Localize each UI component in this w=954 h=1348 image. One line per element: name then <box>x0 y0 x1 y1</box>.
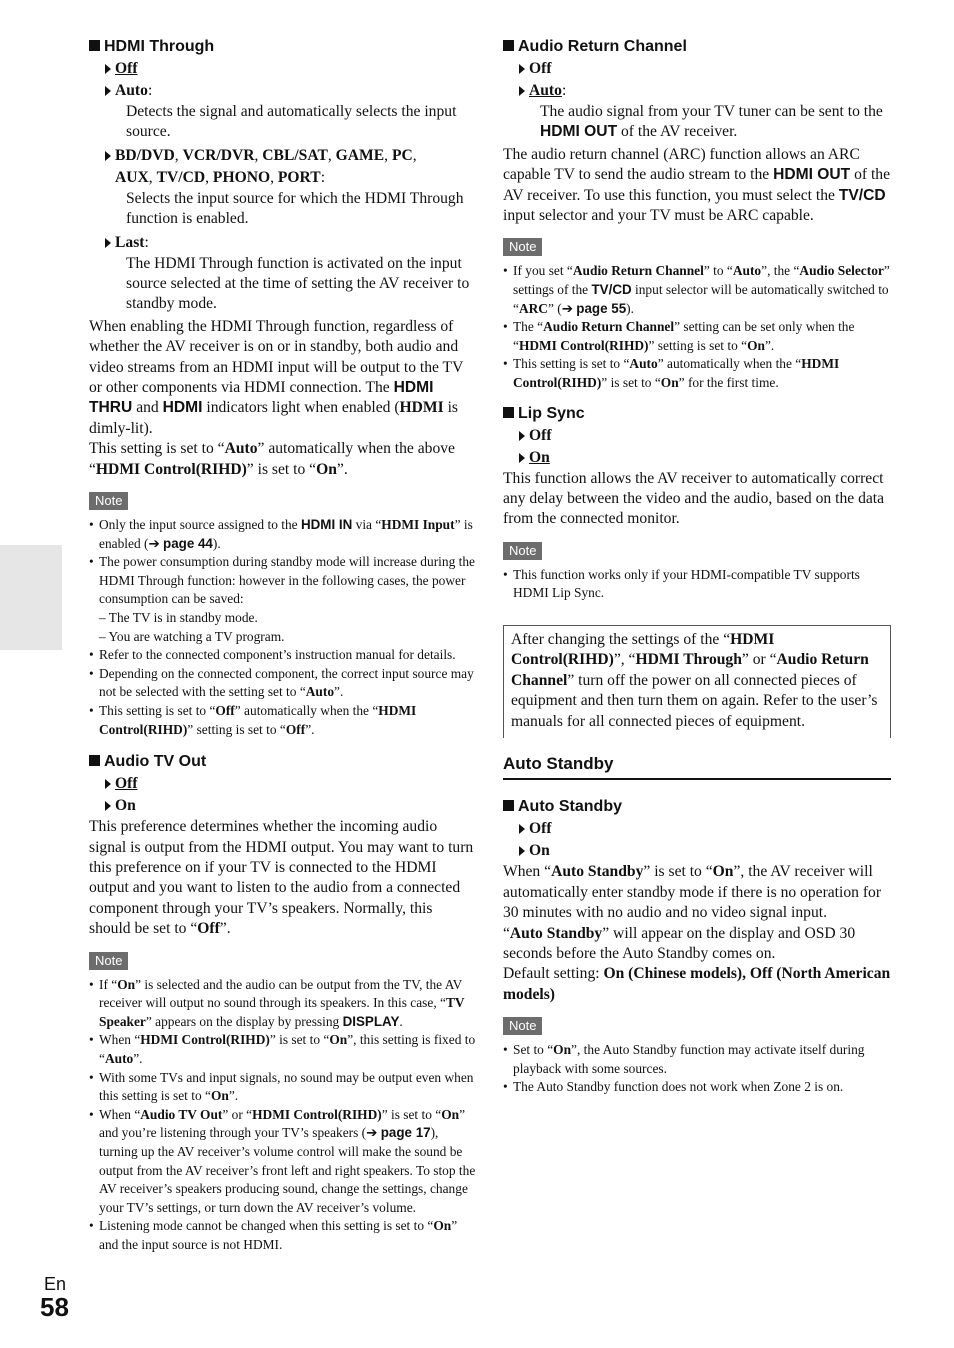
section-audio-tv-out-title: Audio TV Out <box>89 751 477 773</box>
arc-notes <box>503 262 891 392</box>
note-badge: Note <box>503 542 542 560</box>
option-off: Off <box>105 58 477 80</box>
option-on: On <box>519 840 891 862</box>
option-on: On <box>105 795 477 817</box>
note-item: • If you set “Audio Return Channel” to “Auto”, the “Audio Selector” settings of the TV/CD input selector will be automatically switched to “ARC” (➔ page 55). <box>503 262 891 318</box>
section-lip-sync-title: Lip Sync <box>503 403 891 425</box>
note-item: • Depending on the connected component, the correct input source may not be selected with the setting set to “Auto”. <box>89 665 477 702</box>
option-auto: Auto: <box>519 80 891 102</box>
note-item: • This function works only if your HDMI-compatible TV supports HDMI Lip Sync. <box>503 566 891 603</box>
triangle-bullet-icon <box>105 779 111 789</box>
option-off: Off <box>519 818 891 840</box>
option-off: Off <box>519 425 891 447</box>
square-bullet-icon <box>503 800 514 811</box>
hdmi-through-notes <box>89 516 477 739</box>
last-description: The HDMI Through function is activated on the input source selected at the time of setting the AV receiver to standby mode. <box>126 254 470 313</box>
note-item: • When “HDMI Control(RIHD)” is set to “On”, this setting is fixed to “Auto”. <box>89 1031 477 1068</box>
page-language: En <box>44 1274 67 1294</box>
arc-auto-description: The audio signal from your TV tuner can be sent to the HDMI OUT of the AV receiver. <box>540 103 883 141</box>
triangle-bullet-icon <box>519 86 525 96</box>
triangle-bullet-icon <box>519 846 525 856</box>
auto-standby-notes <box>503 1041 891 1097</box>
option-on: On <box>519 447 891 469</box>
section-hdmi-through-title: HDMI Through <box>89 36 477 58</box>
auto-description: Detects the signal and automatically selects the input source. <box>126 103 457 141</box>
triangle-bullet-icon <box>519 824 525 834</box>
note-item: • Only the input source assigned to the HDMI IN via “HDMI Input” is enabled (➔ page 44). <box>89 516 477 553</box>
triangle-bullet-icon <box>105 64 111 74</box>
note-item: • Refer to the connected component’s instruction manual for details. <box>89 646 477 665</box>
sources-description: Selects the input source for which the HDMI Through function is enabled. <box>126 189 464 228</box>
note-item: • If “On” is selected and the audio can be output from the TV, the AV receiver will output no sound through its speakers. In this case, “TV Speaker” appears on the display by pressing DISPLAY. <box>89 976 477 1032</box>
section-auto-standby-title: Auto Standby <box>503 796 891 818</box>
audio-tv-out-notes <box>89 976 477 1255</box>
note-item: • Listening mode cannot be changed when this setting is set to “On” and the input source is not HDMI. <box>89 1217 477 1254</box>
audio-tv-out-paragraph: This preference determines whether the incoming audio signal is output from the HDMI output. You may want to turn this preference on if your TV is connected to the HDMI output and you want to listen to the audio from a connected component through your TV’s speakers. Normally, this should be set to “Off”. <box>89 818 474 938</box>
right-column <box>503 36 891 1097</box>
hdmi-through-paragraph-2: This setting is set to “Auto” automatically when the above “HDMI Control(RIHD)” is set to “On”. <box>89 440 455 478</box>
option-last: Last: <box>105 232 477 254</box>
square-bullet-icon <box>89 755 100 766</box>
triangle-bullet-icon <box>519 453 525 463</box>
note-badge: Note <box>89 952 128 970</box>
section-arc-title: Audio Return Channel <box>503 36 891 58</box>
auto-standby-paragraph-2: “Auto Standby” will appear on the display and OSD 30 seconds before the Auto Standby comes on. <box>503 924 856 963</box>
arc-paragraph: The audio return channel (ARC) function allows an ARC capable TV to send the audio stream to the HDMI OUT of the AV receiver. To use this function, you must select the TV/CD input selector and your TV must be ARC capable. <box>503 145 891 225</box>
option-off: Off <box>105 773 477 795</box>
option-sources: BD/DVD, VCR/DVR, CBL/SAT, GAME, PC, AUX, TV/CD, PHONO, PORT: <box>105 145 477 189</box>
hdmi-through-paragraph-1: When enabling the HDMI Through function, regardless of whether the AV receiver is on or in standby, both audio and video streams from an HDMI input will be output to the TV or other components via HDMI connection. The HDMI THRU and HDMI indicators light when enabled (HDMI is dimly-lit). <box>89 317 464 437</box>
side-tab <box>0 545 62 650</box>
auto-standby-paragraph-1: When “Auto Standby” is set to “On”, the AV receiver will automatically enter standby mode if there is no operation for 30 minutes with no audio and no video signal input. <box>503 863 882 922</box>
note-item: • When “Audio TV Out” or “HDMI Control(RIHD)” is set to “On” and you’re listening through your TV’s speakers (➔ page 17), turning up the AV receiver’s volume control will make the sound be output from the AV receiver’s front left and right speakers. To stop the AV receiver’s speakers producing sound, change the settings, change your TV’s settings, or turn down the AV receiver’s volume. <box>89 1106 477 1218</box>
page-number: 58 <box>40 1292 69 1322</box>
auto-standby-default-setting: Default setting: On (Chinese models), Off (North American models) <box>503 965 891 1003</box>
square-bullet-icon <box>89 40 100 51</box>
note-item: • This setting is set to “Off” automatically when the “HDMI Control(RIHD)” setting is set to “Off”. <box>89 702 477 739</box>
note-item: • The Auto Standby function does not work when Zone 2 is on. <box>503 1078 891 1097</box>
note-badge: Note <box>503 1017 542 1035</box>
note-item: • This setting is set to “Auto” automatically when the “HDMI Control(RIHD)” is set to “On” for the first time. <box>503 355 891 392</box>
triangle-bullet-icon <box>105 238 111 248</box>
lip-sync-notes <box>503 566 891 603</box>
note-item: • The “Audio Return Channel” setting can be set only when the “HDMI Control(RIHD)” setting is set to “On”. <box>503 318 891 355</box>
triangle-bullet-icon <box>519 64 525 74</box>
note-item: • Set to “On”, the Auto Standby function may activate itself during playback with some sources. <box>503 1041 891 1078</box>
option-off: Off <box>519 58 891 80</box>
lip-sync-paragraph: This function allows the AV receiver to automatically correct any delay between the video and the audio, based on the data from the connected monitor. <box>503 469 885 528</box>
triangle-bullet-icon <box>105 151 111 161</box>
note-item: • The power consumption during standby mode will increase during the HDMI Through function: however in the following cases, the power consumption can be saved: – The TV is in standby mode. – You are watching a TV program. <box>89 553 477 646</box>
auto-standby-heading: Auto Standby <box>503 754 891 780</box>
note-item: • With some TVs and input signals, no sound may be output even when this setting is set to “On”. <box>89 1069 477 1106</box>
option-auto: Auto: <box>105 80 477 102</box>
square-bullet-icon <box>503 40 514 51</box>
info-box: After changing the settings of the “HDMI Control(RIHD)”, “HDMI Through” or “Audio Return Channel” turn off the power on all connected pieces of equipment and then turn them on again. Refer to the user’s manuals for all connected pieces of equipment. <box>503 625 891 738</box>
note-badge: Note <box>503 238 542 256</box>
triangle-bullet-icon <box>105 86 111 96</box>
left-column <box>89 36 477 1255</box>
triangle-bullet-icon <box>519 431 525 441</box>
triangle-bullet-icon <box>105 801 111 811</box>
square-bullet-icon <box>503 407 514 418</box>
note-badge: Note <box>89 492 128 510</box>
